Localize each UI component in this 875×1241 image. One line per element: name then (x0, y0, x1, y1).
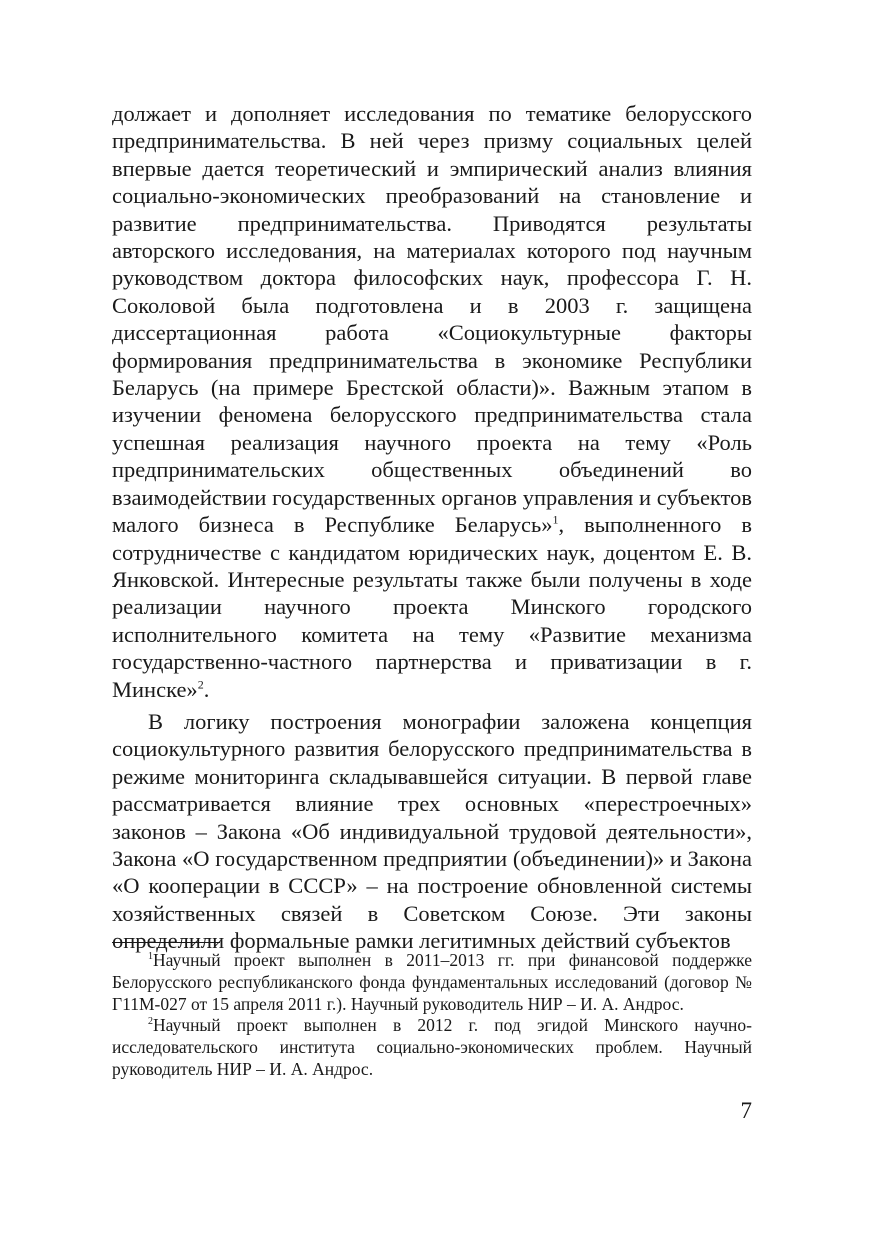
paragraph-1-text-a: должает и дополняет исследования по тематике белорусского предпринимательства. В ней через призму социальных целей впервые дается теоретический и эмпирический анализ влияния социально-экономических преобразований на становление и развитие предпринимательства. Приводятся результаты авторского исследования, на материалах которого под научным руководством доктора философских наук, профессора Г. Н. Соколовой была подготовлена и в 2003 г. защищена диссертационная работа «Социокультурные факторы формирования предпринимательства в экономике Республики Беларусь (на примере Брестской области)». Важным этапом в изучении феномена белорусского предпринимательства стала успешная реализация научного проекта на тему «Роль предпринимательских общественных объединений во взаимодействии государственных органов управления и субъектов малого бизнеса в Республике Беларусь» (112, 101, 752, 538)
page-number: 7 (740, 1098, 752, 1123)
footnote-divider (112, 942, 220, 943)
footnote-2-text: Научный проект выполнен в 2012 г. под эгидой Минского научно-исследовательского института социально-экономических проблем. Научный руководитель НИР – И. А. Андрос. (112, 1015, 752, 1079)
footnote-1-text: Научный проект выполнен в 2011–2013 гг. при финансовой поддержке Белорусского республиканского фонда фундаментальных исследований (договор № Г11М-027 от 15 апреля 2011 г.). Научный руководитель НИР – И. А. Андрос. (112, 950, 752, 1014)
body-paragraph-2: В логику построения монографии заложена концепция социокультурного развития белорусского предпринимательства в режиме мониторинга складывавшейся ситуации. В первой главе рассматривается влияние трех основных «перестроечных» законов – Закона «Об индивидуальной трудовой деятельности», Закона «О государственном предприятии (объединении)» и Закона «О кооперации в СССР» – на построение обновленной системы хозяйственных связей в Советском Союзе. Эти законы определили формальные рамки легитимных действий субъектов (112, 708, 752, 954)
body-paragraph-1 (112, 100, 752, 703)
paragraph-1-text-b: , выполненного в сотрудничестве с кандидатом юридических наук, доцентом Е. В. Янковской. Интересные результаты также были получены в ходе реализации научного проекта Минского городского исполнительного комитета на тему «Развитие механизма государственно-частного партнерства и приватизации в г. Минске» (112, 512, 752, 702)
footnotes (112, 950, 752, 1081)
page-body (112, 100, 752, 955)
paragraph-1-text-c: . (203, 676, 210, 702)
footnote-1-marker: 1 (148, 951, 153, 963)
footnote-2 (112, 1015, 752, 1080)
footnote-1 (112, 950, 752, 1015)
footnote-ref-1: 1 (552, 512, 559, 527)
footnote-ref-2: 2 (197, 677, 204, 692)
footnote-2-marker: 2 (148, 1016, 153, 1028)
